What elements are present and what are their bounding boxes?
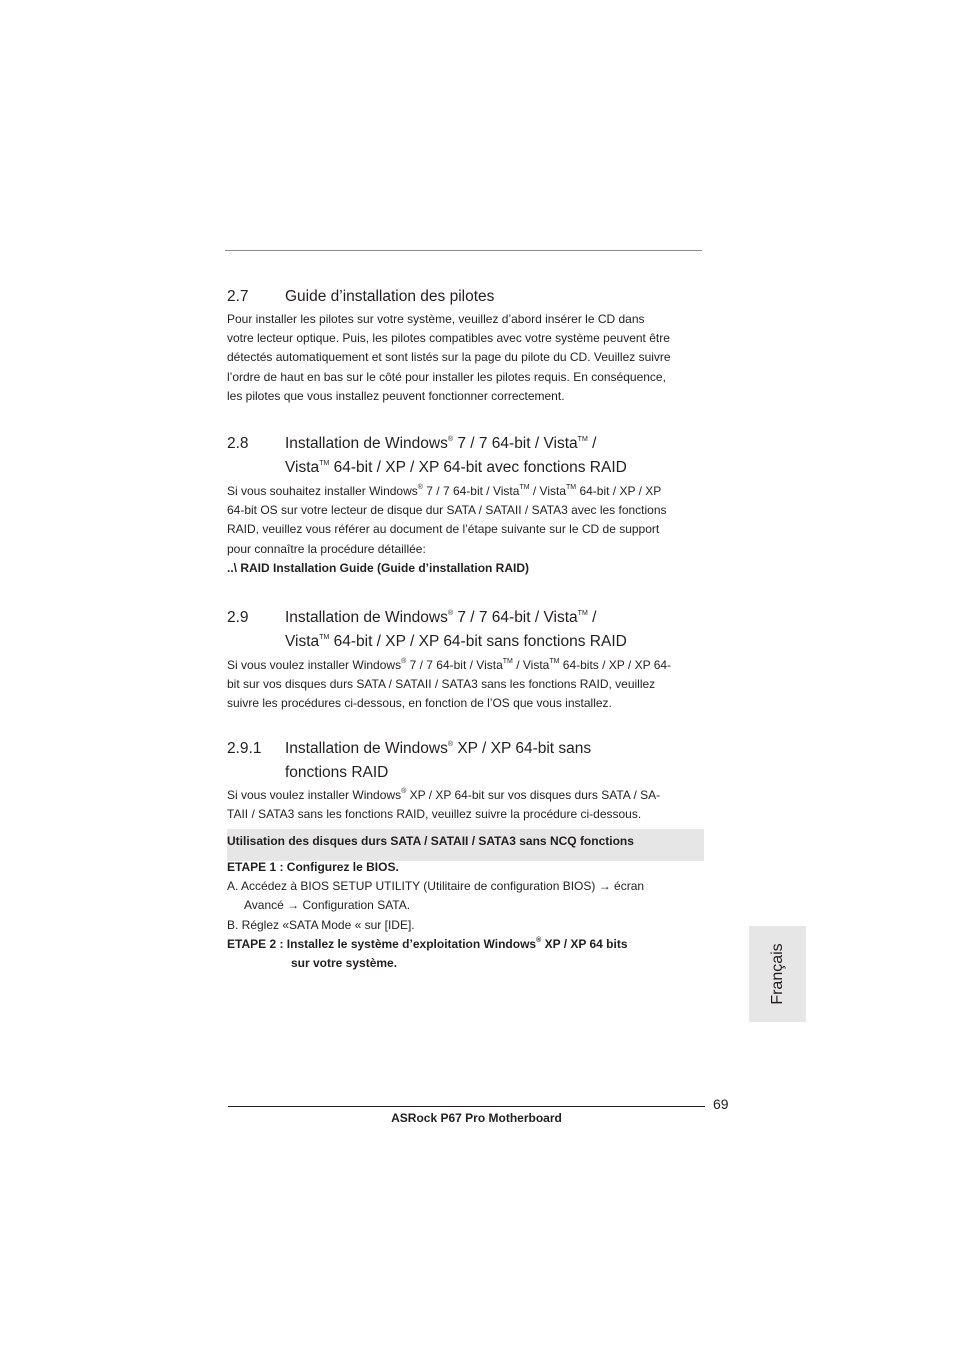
title-part: Vista (285, 459, 320, 476)
title-part: Installation de Windows (285, 435, 448, 452)
trademark-mark: TM (566, 484, 577, 491)
text-part: Si vous souhaitez installer Windows (227, 484, 418, 498)
section-number: 2.9.1 (227, 740, 262, 757)
step-2-title (227, 935, 705, 954)
title-part: / (587, 609, 597, 626)
section-number: 2.7 (227, 288, 249, 305)
body-line: détectés automatiquement et sont listés sur la page du pilote du CD. Veuillez suivre (227, 350, 671, 365)
body-line (227, 656, 705, 675)
body-line: Pour installer les pilotes sur votre système, veuillez d’abord insérer le CD dans (227, 312, 645, 326)
section-number: 2.8 (227, 435, 249, 452)
registered-mark: ® (447, 435, 454, 443)
text-part: 64-bit / XP / XP (576, 484, 662, 498)
title-part: 7 / 7 64-bit / Vista (453, 435, 578, 452)
title-part: Installation de Windows (285, 740, 448, 757)
title-part: 64-bit / XP / XP 64-bit sans fonctions RAID (329, 633, 627, 650)
body-line: suivre les procédures ci-dessous, en fonction de l’OS que vous installez. (227, 696, 612, 711)
trademark-mark: TM (577, 609, 588, 617)
header-rule (225, 250, 702, 251)
trademark-mark: TM (549, 658, 560, 665)
registered-mark: ® (447, 740, 454, 748)
section-2-9-body (227, 656, 705, 714)
text-part: XP / XP 64-bit sur vos disques durs SATA / SA- (406, 788, 661, 802)
section-2-8-body (227, 482, 705, 578)
step-1-a-line2: Avancé → Configuration SATA. (244, 898, 411, 913)
footer-product-name: ASRock P67 Pro Motherboard (391, 1111, 562, 1125)
language-side-tab (749, 926, 806, 1022)
body-line: 64-bit OS sur votre lecteur de disque dur SATA / SATAII / SATA3 avec les fonctions (227, 503, 667, 518)
title-part: fonctions RAID (285, 764, 389, 781)
body-line: TAII / SATA3 sans les fonctions RAID, veuillez suivre la procédure ci-dessous. (227, 807, 642, 822)
title-part: 7 / 7 64-bit / Vista (453, 609, 578, 626)
step-2-continuation: sur votre système. (291, 956, 398, 971)
body-line: l’ordre de haut en bas sur le côté pour installer les pilotes requis. En conséquence, (227, 369, 666, 384)
trademark-mark: TM (519, 484, 530, 491)
trademark-mark: TM (502, 658, 513, 665)
procedure-bar (227, 829, 704, 861)
body-line: votre lecteur optique. Puis, les pilotes compatibles avec votre système peuvent être (227, 331, 670, 346)
section-2-9-1-body (227, 786, 705, 824)
trademark-mark: TM (319, 459, 330, 467)
section-2-9-1-heading (227, 737, 707, 785)
footer-rule (228, 1106, 705, 1107)
step-1-a-line1: A. Accédez à BIOS SETUP UTILITY (Utilitaire de configuration BIOS) → écran (227, 879, 645, 894)
registered-mark: ® (536, 936, 542, 944)
body-line: pour connaître la procédure détaillée: (227, 541, 426, 556)
raid-guide-path: ..\ RAID Installation Guide (Guide d’installation RAID) (227, 560, 530, 575)
section-2-8-heading (227, 432, 707, 480)
body-line: bit sur vos disques durs SATA / SATAII / SATA3 sans les fonctions RAID, veuillez (227, 677, 656, 692)
section-2-9-heading (227, 606, 707, 654)
title-part: / (587, 435, 597, 452)
title-part: XP / XP 64-bit sans (453, 740, 592, 757)
section-2-7-body (227, 310, 705, 406)
body-line: les pilotes que vous installez peuvent fonctionner correctement. (227, 388, 565, 403)
text-part: Si vous voulez installer Windows (227, 788, 402, 802)
title-part: Installation de Windows (285, 609, 448, 626)
text-part: / Vista (529, 484, 567, 498)
body-line (227, 482, 705, 501)
section-number: 2.9 (227, 609, 249, 626)
body-line: RAID, veuillez vous référer au document de l’étape suivante sur le CD de support (227, 522, 660, 537)
page-number: 69 (713, 1096, 729, 1112)
text-part: / Vista (512, 658, 550, 672)
registered-mark: ® (401, 788, 407, 795)
text-part: Si vous voulez installer Windows (227, 658, 402, 672)
registered-mark: ® (447, 609, 454, 617)
trademark-mark: TM (319, 633, 330, 641)
registered-mark: ® (401, 658, 407, 665)
text-part: 64-bits / XP / XP 64- (559, 658, 672, 672)
body-line (227, 786, 705, 805)
text-part: XP / XP 64 bits (541, 936, 628, 951)
registered-mark: ® (417, 484, 423, 491)
steps-block (227, 858, 705, 973)
text-part: 7 / 7 64-bit / Vista (406, 658, 503, 672)
title-part: 64-bit / XP / XP 64-bit avec fonctions RAID (329, 459, 627, 476)
text-part: 7 / 7 64-bit / Vista (422, 484, 520, 498)
section-2-7-heading (227, 285, 707, 309)
trademark-mark: TM (577, 435, 588, 443)
title-part: Vista (285, 633, 320, 650)
step-1-b: B. Réglez «SATA Mode « sur [IDE]. (227, 917, 415, 932)
step-1-title: ETAPE 1 : Configurez le BIOS. (227, 860, 399, 874)
text-part: ETAPE 2 : Installez le système d’exploitation Windows (227, 936, 537, 951)
language-label: Français (768, 943, 786, 1005)
section-title: Guide d’installation des pilotes (285, 288, 495, 305)
procedure-bar-label: Utilisation des disques durs SATA / SATAII / SATA3 sans NCQ fonctions (227, 834, 634, 848)
